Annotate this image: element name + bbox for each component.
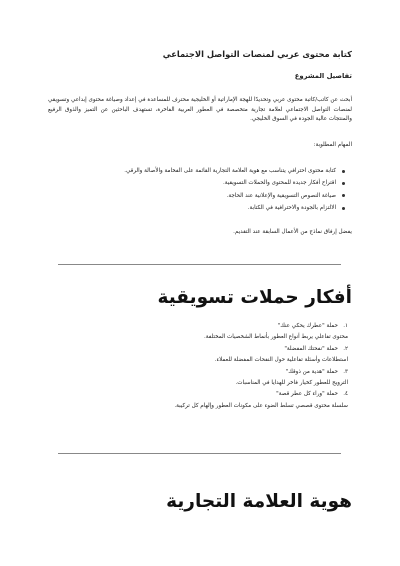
attach-note: يفضل إرفاق نماذج من الأعمال السابقة عند التقديم. <box>233 229 352 235</box>
campaign-title: حملة "وراء كل عطر قصة" <box>276 391 338 398</box>
campaign-number: ١. <box>343 323 348 329</box>
task-item: اقتراح أفكار جديدة للمحتوى والحملات التسويقية. <box>48 177 336 189</box>
campaign-list <box>48 321 352 412</box>
details-heading: تفاصيل المشروع <box>294 72 352 80</box>
campaign-description: سلسلة محتوى قصصي تسلط الضوء على مكونات العطور وإلهام كل تركيبة. <box>174 402 348 409</box>
section-divider <box>58 453 341 454</box>
campaign-description: محتوى تفاعلي يربط أنواع العطور بأنماط الشخصيات المختلفة. <box>203 334 348 341</box>
tasks-label: المهام المطلوبة: <box>313 142 352 148</box>
campaign-item <box>48 344 352 367</box>
task-item: صياغة النصوص التسويقية والإعلانية عند الحاجة. <box>48 190 336 202</box>
tasks-list <box>48 165 352 215</box>
campaign-title: حملة "عطرك يحكي عنك" <box>277 323 338 329</box>
job-title: كتابة محتوى عربي لمنصات التواصل الاجتماعي <box>162 49 352 59</box>
campaign-number: ٢. <box>343 345 348 352</box>
campaign-title: حملة "نفحتك المفضلة" <box>284 345 338 352</box>
campaign-item <box>48 321 352 344</box>
section-divider <box>58 264 341 265</box>
campaign-item <box>48 389 352 412</box>
campaign-number: ٣. <box>343 368 348 375</box>
campaign-title: حملة "هدية من ذوقك" <box>285 368 338 375</box>
campaign-description: الترويج للعطور كخيار فاخر للهدايا في المناسبات. <box>235 379 348 386</box>
task-item: كتابة محتوى احترافي يتناسب مع هوية العلامة التجارية القائمة على الفخامة والأصالة والرقي. <box>48 165 336 177</box>
brand-heading: هوية العلامة التجارية <box>166 491 352 512</box>
intro-paragraph: أبحث عن كاتب/كاتبة محتوى عربي وتحديدًا للهجة الإماراتية أو الخليجية محترف للمساعدة في إعداد وصياغة محتوى إبداعي وتسويقي لمنصات التواصل الاجتماعي لعلامة تجارية متخصصة في العطور العربية الفاخرة، تستهدف الباحثين عن التميز والذوق الرفيع والمنتجات عالية الجودة في السوق الخليجي. <box>48 97 352 123</box>
campaign-number: ٤. <box>343 391 348 398</box>
task-item: الالتزام بالجودة والاحترافية في الكتابة. <box>48 202 336 214</box>
campaign-item <box>48 367 352 390</box>
campaign-description: استطلاعات وأسئلة تفاعلية حول النفحات المفضلة للعملاء. <box>214 357 348 364</box>
campaigns-heading: أفكار حملات تسويقية <box>157 287 352 308</box>
